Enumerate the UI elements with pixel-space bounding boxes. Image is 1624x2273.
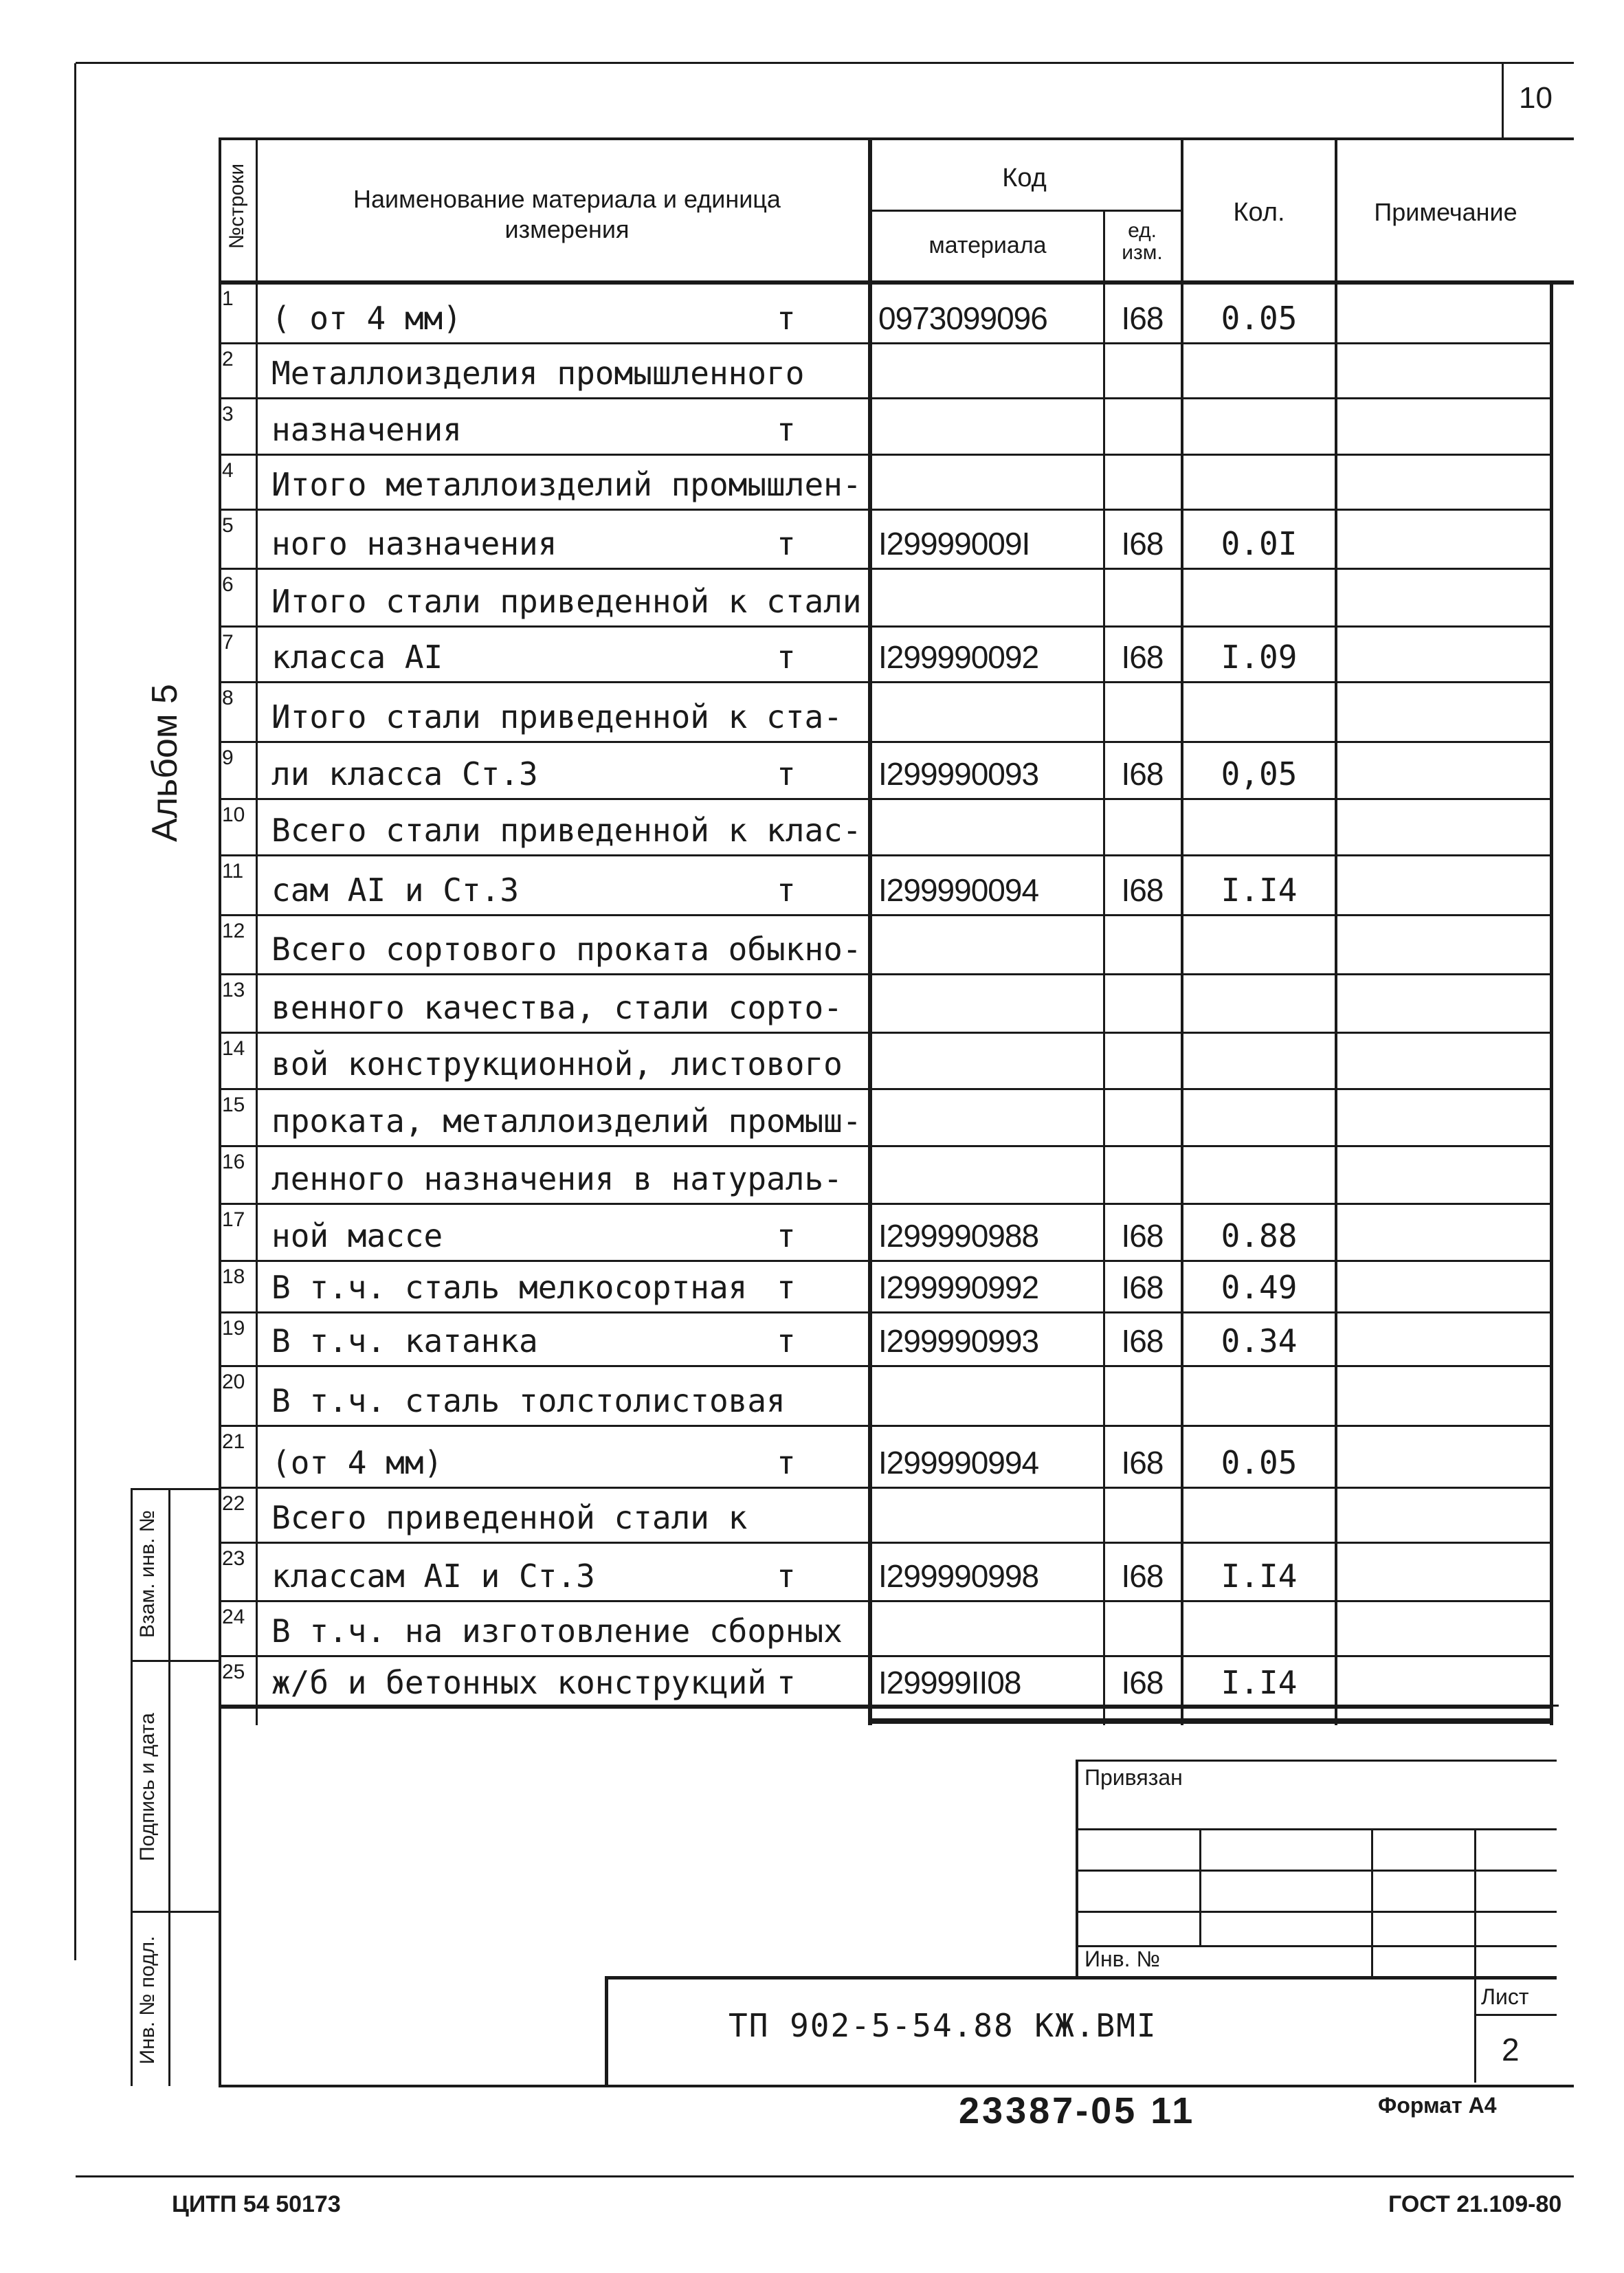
row-quantity: 0,05 — [1221, 755, 1298, 792]
row-text: класса AI — [271, 639, 443, 676]
row-unit: т — [777, 639, 796, 676]
row-text: ли класса Ст.3 — [271, 755, 538, 792]
row-unit: т — [777, 1444, 796, 1481]
row-quantity: 0.05 — [1221, 300, 1298, 337]
row-number: 24 — [222, 1606, 245, 1628]
row-number: 2 — [222, 348, 234, 370]
row-number: 20 — [222, 1371, 245, 1393]
row-text: ж/б и бетонных конструкций — [271, 1664, 767, 1701]
header-code: Код — [1002, 164, 1047, 192]
row-unit: т — [777, 300, 796, 337]
row-text: сам AI и Ст.3 — [271, 872, 520, 909]
row-unit: т — [777, 755, 796, 792]
row-text: проката, металлоизделий промыш- — [271, 1102, 862, 1140]
row-unit-code: I68 — [1121, 639, 1164, 675]
header-name: Наименование материала и единица измерения — [353, 185, 781, 243]
left-margin-line — [74, 63, 76, 1960]
row-number: 9 — [222, 746, 234, 769]
row-text: ( от 4 мм) — [271, 300, 462, 337]
row-quantity: 0.34 — [1221, 1322, 1298, 1360]
header-row-no: №строки — [225, 163, 248, 250]
row-unit-code: I68 — [1121, 1323, 1164, 1359]
row-text: Всего приведенной стали к — [271, 1499, 748, 1536]
album-label: Альбом 5 — [145, 684, 185, 842]
stamp-podpis: Подпись и дата — [136, 1713, 159, 1861]
row-text: ленного назначения в натураль- — [271, 1160, 843, 1197]
row-quantity: 0.88 — [1221, 1217, 1298, 1254]
row-text: Итого стали приведенной к стали — [271, 583, 862, 620]
footer-left: ЦИТП 54 50173 — [172, 2191, 341, 2217]
row-text: Всего стали приведенной к клас- — [271, 812, 862, 849]
row-number: 22 — [222, 1492, 245, 1515]
privyazan-label: Привязан — [1084, 1765, 1183, 1790]
row-number: 25 — [222, 1661, 245, 1683]
row-number: 18 — [222, 1265, 245, 1288]
row-quantity: 0.05 — [1221, 1444, 1298, 1481]
row-unit-code: I68 — [1121, 1558, 1164, 1594]
row-material-code: I299990993 — [878, 1323, 1039, 1359]
row-text: Итого металлоизделий промышлен- — [271, 466, 862, 503]
row-quantity: 0.0I — [1221, 525, 1298, 562]
format-label: Формат А4 — [1378, 2093, 1497, 2118]
row-unit: т — [777, 1664, 796, 1701]
row-material-code: 0973099096 — [878, 300, 1047, 336]
header-qty: Кол. — [1233, 198, 1285, 227]
page-number: 10 — [1519, 81, 1553, 115]
row-material-code: I299990988 — [878, 1218, 1039, 1254]
stamp-number: 23387-05 11 — [959, 2090, 1196, 2131]
row-number: 5 — [222, 514, 234, 537]
row-quantity: I.I4 — [1221, 872, 1298, 909]
row-text: назначения — [271, 411, 462, 448]
top-border — [76, 62, 1574, 64]
row-number: 7 — [222, 631, 234, 654]
row-unit-code: I68 — [1121, 1269, 1164, 1305]
row-unit-code: I68 — [1121, 526, 1164, 562]
sheet-number: 2 — [1502, 2032, 1520, 2067]
row-number: 12 — [222, 920, 245, 942]
row-number: 16 — [222, 1151, 245, 1173]
row-number: 6 — [222, 573, 234, 596]
row-unit: т — [777, 411, 796, 448]
row-text: (от 4 мм) — [271, 1444, 443, 1481]
row-unit-code: I68 — [1121, 756, 1164, 792]
row-material-code: I299990093 — [878, 756, 1039, 792]
row-text: Всего сортового проката обыкно- — [271, 931, 862, 968]
row-quantity: I.I4 — [1221, 1664, 1298, 1701]
row-number: 17 — [222, 1208, 245, 1231]
row-unit-code: I68 — [1121, 300, 1164, 336]
row-number: 1 — [222, 287, 234, 310]
frame-left-line — [219, 137, 221, 2086]
row-text: В т.ч. сталь толстолистовая — [271, 1382, 786, 1419]
row-text: Металлоизделия промышленного — [271, 355, 805, 392]
row-unit: т — [777, 1269, 796, 1306]
row-unit: т — [777, 1557, 796, 1595]
row-number: 21 — [222, 1430, 245, 1453]
sheet-label: Лист — [1481, 1984, 1529, 2009]
row-unit-code: I68 — [1121, 1665, 1164, 1700]
stamp-vzam: Взам. инв. № — [136, 1510, 159, 1638]
row-text: ной массе — [271, 1217, 443, 1254]
row-number: 3 — [222, 403, 234, 425]
inv-no-label: Инв. № — [1084, 1947, 1160, 1971]
row-text: В т.ч. на изготовление сборных — [271, 1612, 843, 1650]
row-material-code: I299990992 — [878, 1269, 1039, 1305]
footer-right: ГОСТ 21.109-80 — [1388, 2191, 1562, 2217]
row-unit-code: I68 — [1121, 1445, 1164, 1481]
row-material-code: I29999II08 — [878, 1665, 1021, 1700]
row-number: 19 — [222, 1317, 245, 1340]
row-text: классам AI и Ст.3 — [271, 1557, 595, 1595]
row-text: В т.ч. катанка — [271, 1322, 538, 1360]
row-material-code: I299990998 — [878, 1558, 1039, 1594]
document-designation: ТП 902-5-54.88 КЖ.ВМI — [728, 2007, 1157, 2044]
row-unit: т — [777, 872, 796, 909]
row-text: венного качества, стали сорто- — [271, 989, 843, 1026]
row-unit-code: I68 — [1121, 1218, 1164, 1254]
row-number: 23 — [222, 1547, 245, 1570]
row-number: 13 — [222, 979, 245, 1001]
row-material-code: I299990094 — [878, 872, 1039, 908]
row-number: 8 — [222, 687, 234, 709]
row-number: 11 — [222, 860, 244, 883]
frame-bottom-line — [219, 2085, 1574, 2087]
header-unit: ед. изм. — [1122, 219, 1163, 264]
row-unit: т — [777, 1322, 796, 1360]
row-text: В т.ч. сталь мелкосортная — [271, 1269, 748, 1306]
row-quantity: I.I4 — [1221, 1557, 1298, 1595]
row-material-code: I29999009I — [878, 526, 1030, 562]
row-text: ного назначения — [271, 525, 557, 562]
row-unit-code: I68 — [1121, 872, 1164, 908]
stamp-inv-podl: Инв. № подл. — [136, 1936, 159, 2065]
row-number: 14 — [222, 1037, 245, 1060]
row-quantity: 0.49 — [1221, 1269, 1298, 1306]
row-text: Итого стали приведенной к ста- — [271, 698, 843, 735]
row-number: 10 — [222, 803, 245, 826]
row-number: 15 — [222, 1094, 245, 1116]
row-material-code: I299990092 — [878, 639, 1039, 675]
row-material-code: I299990994 — [878, 1445, 1039, 1481]
header-note: Примечание — [1374, 198, 1517, 226]
row-unit: т — [777, 1217, 796, 1254]
row-text: вой конструкционной, листового — [271, 1045, 843, 1083]
row-quantity: I.09 — [1221, 639, 1298, 676]
header-material: материала — [928, 232, 1047, 258]
row-number: 4 — [222, 459, 234, 482]
row-unit: т — [777, 525, 796, 562]
